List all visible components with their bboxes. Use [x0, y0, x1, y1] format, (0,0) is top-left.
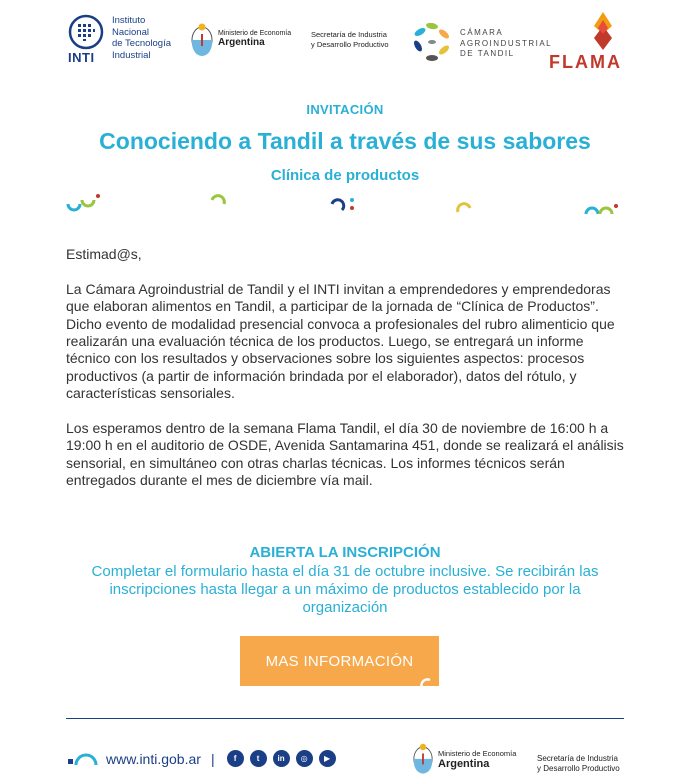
button-corner-decoration — [420, 676, 436, 690]
registration-text: Completar el formulario hasta el día 31 de octubre inclusive. Se recibirán las inscripciones hasta llegar a un máximo de productos establecido por la organización — [91, 563, 599, 616]
argentina-shield-icon — [190, 22, 214, 56]
website-link[interactable]: www.inti.gob.ar — [106, 750, 201, 767]
more-info-button[interactable]: MAS INFORMACIÓN — [240, 636, 439, 686]
invitation-kicker: INVITACIÓN — [306, 102, 384, 117]
flame-icon — [592, 12, 614, 50]
inti-logo — [66, 12, 176, 68]
page-title: Conociendo a Tandil a través de sus sabores — [99, 128, 591, 154]
secretaria-logo: Secretaría de Industria y Desarrollo Productivo — [311, 30, 389, 49]
instagram-icon[interactable]: ◎ — [296, 750, 313, 767]
inti-mark-icon — [66, 751, 100, 767]
flama-wordmark: FLAMA — [549, 52, 622, 72]
camara-agroindustrial-logo: CÁMARA AGROINDUSTRIAL DE TANDIL — [402, 14, 540, 72]
footer-secretaria-logo: Secretaría de Industria y Desarrollo Productivo — [537, 754, 620, 773]
inti-fullname: Instituto Nacional de Tecnología Industrial — [112, 15, 171, 61]
youtube-icon[interactable]: ▶ — [319, 750, 336, 767]
footer-divider — [66, 718, 624, 719]
argentina-shield-icon — [412, 742, 434, 774]
camara-petal-icon — [408, 18, 456, 68]
flama-logo — [549, 12, 633, 72]
twitter-icon[interactable]: t — [250, 750, 267, 767]
footer-links — [66, 750, 336, 767]
paragraph-details: Los esperamos dentro de la semana Flama Tandil, el día 30 de noviembre de 16:00 h a 19:00 h en el auditorio de OSDE, Avenida Santamarina 451, donde se realizará el análisis sensorial, en simultáneo con otras charlas técnicas. Los informes técnicos serán entregados durante el mes de diciembre vía mail. — [66, 420, 624, 489]
footer-separator: | — [210, 750, 215, 767]
social-links — [227, 750, 336, 767]
message-body — [66, 246, 631, 507]
registration-title: ABIERTA LA INSCRIPCIÓN — [249, 544, 441, 561]
inti-emblem-icon — [68, 14, 104, 50]
greeting: Estimad@s, — [66, 246, 142, 262]
facebook-icon[interactable]: f — [227, 750, 244, 767]
inti-acronym: INTI — [68, 50, 95, 65]
logo-bar: INTI Instituto Nacional de Tecnología Industrial Ministerio de Economía Argentina Secretaría de Industria y Desarrollo Productivo CÁMARA AGROINDUSTRIAL DE TANDIL FLAMA — [0, 0, 690, 82]
paragraph-intro: La Cámara Agroindustrial de Tandil y el INTI invitan a emprendedores y emprendedoras que elaboran alimentos en Tandil, a participar de la jornada de “Clínica de Productos”. Dicho evento de modalidad presencial convoca a profesionales del rubro alimenticio que realizarán una evaluación técnica de los productos. Luego, se entregará un informe técnico con los resultados y observaciones sobre los siguientes aspectos: procesos productivos (a partir de información brindada por el elaborador), datos del rótulo, y características sensoriales. — [66, 280, 615, 402]
linkedin-icon[interactable]: in — [273, 750, 290, 767]
decorative-dots — [60, 190, 630, 220]
page-subtitle: Clínica de productos — [270, 167, 420, 184]
